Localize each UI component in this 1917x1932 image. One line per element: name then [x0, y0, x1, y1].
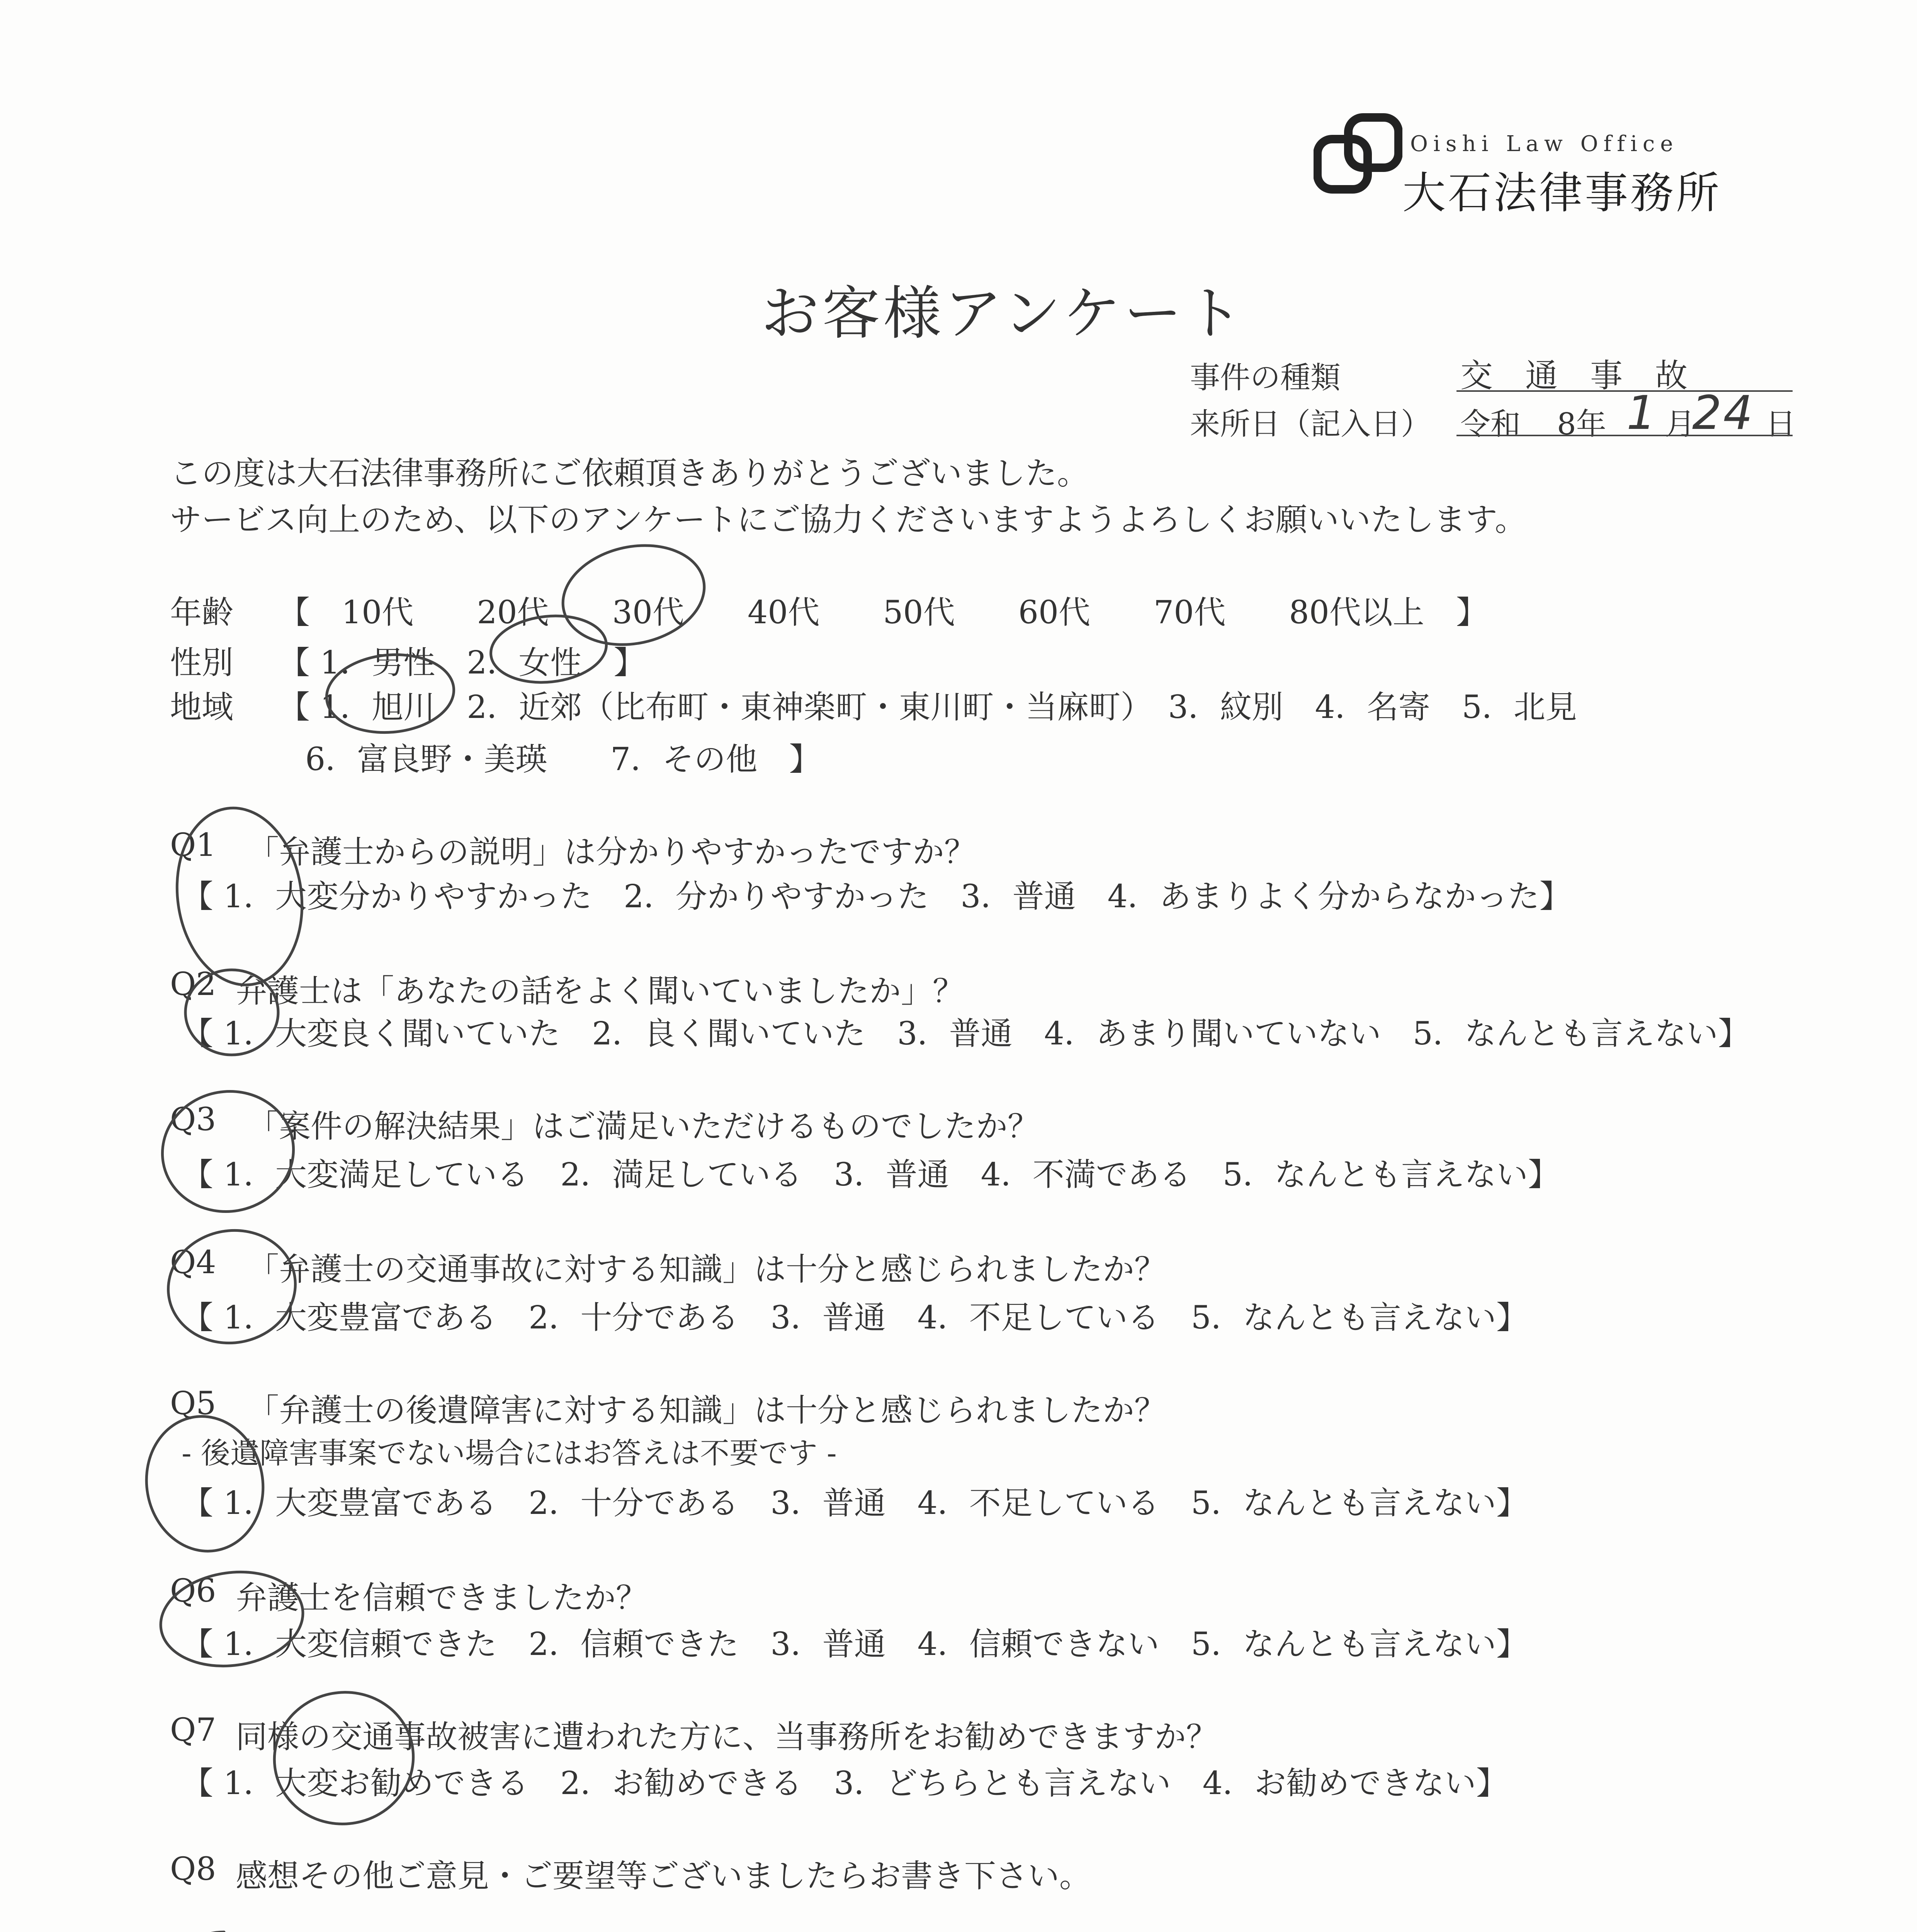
region-options-line-1: 【 1．旭川 2．近郊（比布町・東神楽町・東川町・当麻町） 3．紋別 4．名寄 5．北見	[278, 689, 1577, 726]
case-type-label: 事件の種類	[1190, 361, 1341, 395]
q5-choice-circle	[136, 1407, 274, 1561]
age-options: 【 10代 20代 30代 40代 50代 60代 70代 80代以上 】	[278, 594, 1488, 631]
gender-options: 【 1．男性 2．女性 】	[278, 645, 646, 681]
visit-date-month-unit: 月	[1665, 407, 1696, 442]
age-30s-circle	[554, 533, 714, 657]
q5-number: Q5	[170, 1385, 216, 1422]
q4-choice-circle	[159, 1221, 304, 1353]
q6-number: Q6	[170, 1573, 216, 1609]
logo-english-name: Oishi Law Office	[1410, 131, 1679, 156]
page-title: お客様アンケート	[761, 280, 1246, 347]
visit-date-year: 8年	[1557, 407, 1606, 442]
age-label: 年齢	[170, 594, 234, 631]
q2-options: 【 1．大変良く聞いていた 2．良く聞いていた 3．普通 4．あまり聞いていない 5．なんとも言えない】	[182, 1015, 1750, 1052]
q2-number: Q2	[170, 966, 216, 1003]
q1-number: Q1	[170, 827, 216, 864]
q5-text: 「弁護士の後遺障害に対する知識」は十分と感じられましたか？	[247, 1392, 1166, 1429]
q1-text: 「弁護士からの説明」は分かりやすかったですか？	[247, 834, 976, 871]
q1-options: 【 1．大変分かりやすかった 2．分かりやすかった 3．普通 4．あまりよく分からなかった】	[182, 878, 1571, 915]
visit-date-day-handwritten: 24	[1692, 386, 1754, 440]
q7-options: 【 1．大変お勧めできる 2．お勧めできる 3．どちらとも言えない 4．お勧めできない】	[182, 1765, 1508, 1802]
gender-label: 性別	[170, 645, 234, 681]
visit-date-day-unit: 日	[1766, 407, 1796, 442]
visit-date-label: 来所日（記入日）	[1190, 407, 1431, 442]
intro-line-2: サービス向上のため、以下のアンケートにご協力くださいますようよろしくお願いいたします。	[170, 502, 1527, 538]
q6-choice-circle	[155, 1563, 309, 1675]
q4-text: 「弁護士の交通事故に対する知識」は十分と感じられましたか？	[247, 1251, 1166, 1288]
q3-options: 【 1．大変満足している 2．満足している 3．普通 4．不満である 5．なんとも言えない】	[182, 1156, 1560, 1193]
q6-text: 弁護士を信頼できましたか？	[236, 1580, 648, 1616]
region-label: 地域	[170, 689, 234, 726]
visit-date-era: 令和	[1460, 407, 1521, 442]
q3-text: 「案件の解決結果」はご満足いただけるものでしたか？	[247, 1108, 1040, 1145]
q4-number: Q4	[170, 1244, 216, 1281]
q7-number: Q7	[170, 1712, 216, 1748]
gender-female-circle	[488, 611, 610, 688]
q3-number: Q3	[170, 1101, 216, 1138]
region-asahikawa-circle	[323, 650, 457, 738]
q6-options: 【 1．大変信頼できた 2．信頼できた 3．普通 4．信頼できない 5．なんとも言えない】	[182, 1626, 1528, 1663]
q5-options: 【 1．大変豊富である 2．十分である 3．普通 4．不足している 5．なんとも言えない】	[182, 1485, 1528, 1522]
q2-text: 弁護士は「あなたの話をよく聞いていましたか」？	[236, 973, 965, 1010]
q8-number: Q8	[170, 1851, 216, 1888]
region-options-line-2: 6．富良野・美瑛 7．その他 】	[305, 741, 821, 778]
q7-text: 同様の交通事故被害に遭われた方に、当事務所をお勧めできますか？	[236, 1719, 1218, 1755]
q3-choice-circle	[153, 1081, 303, 1222]
case-type-value: 交 通 事 故	[1460, 357, 1688, 395]
q7-choice-circle	[264, 1681, 424, 1835]
intro-line-1: この度は大石法律事務所にご依頼頂きありがとうございました。	[170, 455, 1089, 492]
visit-date-month-handwritten: 1	[1626, 386, 1663, 440]
q1-choice-circle	[166, 800, 313, 993]
q5-note: - 後遺障害事案でない場合にはお答えは不要です -	[182, 1436, 837, 1470]
logo-japanese-name: 大石法律事務所	[1402, 168, 1722, 218]
q4-options: 【 1．大変豊富である 2．十分である 3．普通 4．不足している 5．なんとも言えない】	[182, 1299, 1528, 1336]
q8-text: 感想その他ご意見・ご要望等ございましたらお書き下さい。	[236, 1858, 1091, 1895]
